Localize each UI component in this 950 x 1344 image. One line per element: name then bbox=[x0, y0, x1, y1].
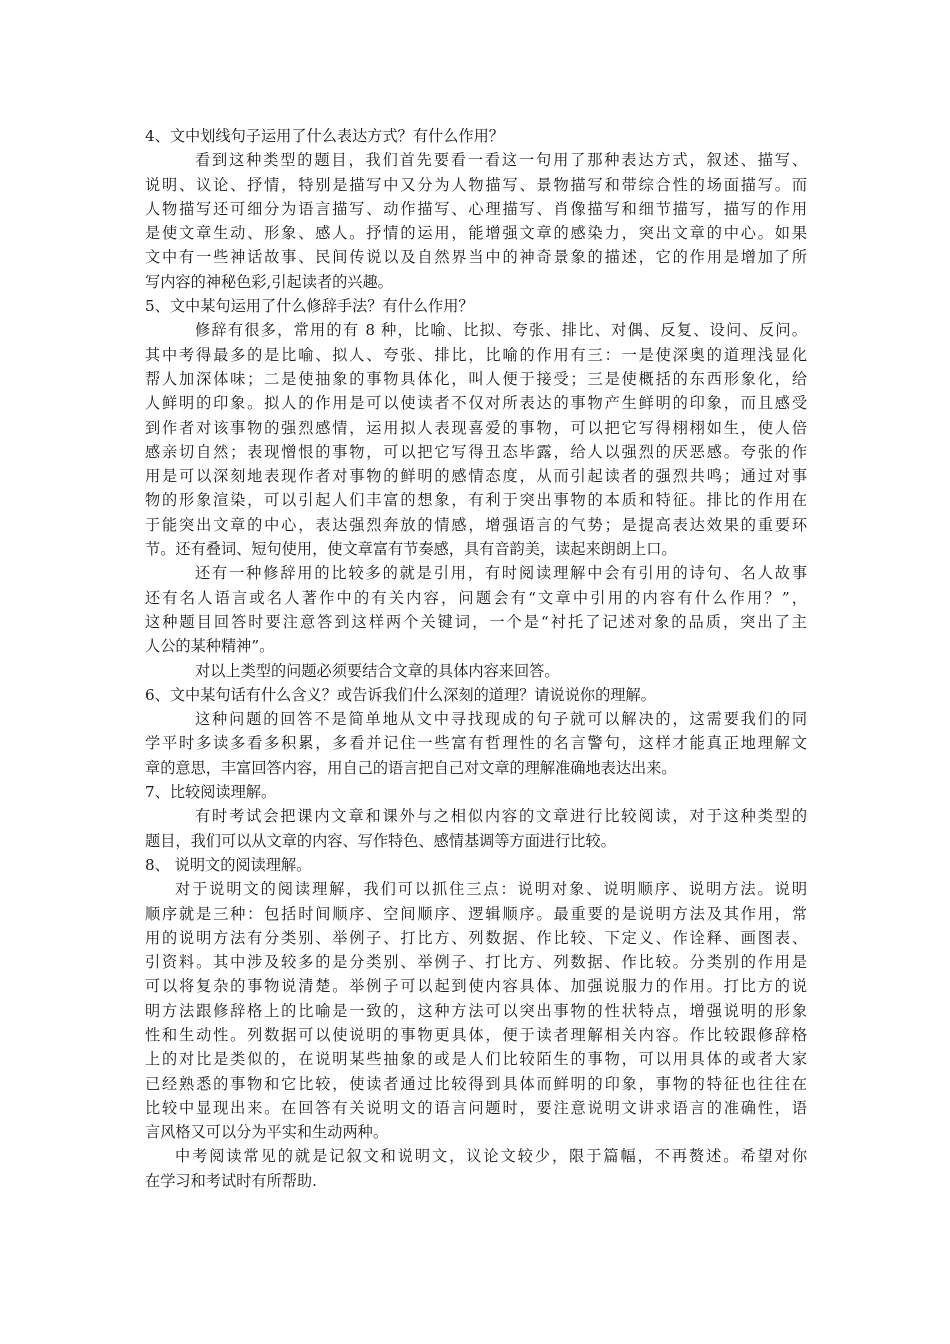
paragraph-line: 性和生动性。列数据可以使说明的事物更具体，便于读者理解相关内容。作比较跟修辞格 bbox=[145, 1025, 807, 1044]
paragraph-line: 文中有一些神话故事、民间传说以及自然界当中的神奇景象的描述，它的作用是增加了所 bbox=[145, 248, 807, 267]
paragraph-line: 人鲜明的印象。拟人的作用是可以使读者不仅对所表达的事物产生鲜明的印象，而且感受 bbox=[145, 394, 807, 413]
paragraph bbox=[145, 707, 807, 780]
section-heading: 8、 说明文的阅读理解。 bbox=[145, 855, 312, 874]
paragraph-line: 物的形象渲染，可以引起人们丰富的想象，有利于突出事物的本质和特征。排比的作用在 bbox=[145, 491, 807, 510]
section-heading: 4、文中划线句子运用了什么表达方式？有什么作用？ bbox=[145, 127, 504, 145]
paragraph-line: 上的对比是类似的，在说明某些抽象的或是人们比较陌生的事物，可以用具体的或者大家 bbox=[145, 1050, 807, 1069]
paragraph-line: 人公的某种精神”。 bbox=[145, 637, 275, 656]
paragraph-line: 章的意思，丰富回答内容，用自己的语言把自己对文章的理解准确地表达出来。 bbox=[145, 758, 677, 777]
paragraph-line: 于能突出文章的中心，表达强烈奔放的情感，增强语言的气势；是提高表达效果的重要环 bbox=[145, 515, 807, 534]
paragraph-line: 帮人加深体味；二是使抽象的事物具体化，叫人便于接受；三是使概括的东西形象化，给 bbox=[145, 369, 807, 388]
paragraph-line: 节。还有叠词、短句使用，使文章富有节奏感，具有音韵美，读起来朗朗上口。 bbox=[145, 540, 677, 559]
section-heading: 7、比较阅读理解。 bbox=[145, 783, 277, 802]
paragraph-line: 这种题目回答时要注意答到这样两个关键词，一个是“衬托了记述对象的品质，突出了主 bbox=[145, 612, 807, 631]
section-heading: 5、文中某句运用了什么修辞手法？有什么作用？ bbox=[145, 297, 474, 316]
paragraph bbox=[145, 659, 807, 683]
document-body bbox=[145, 124, 807, 1193]
paragraph-line: 其中考得最多的是比喻、拟人、夸张、排比，比喻的作用有三：一是使深奥的道理浅显化 bbox=[145, 345, 807, 364]
paragraph-line: 引资料。其中涉及较多的是分类别、举例子、打比方、列数据、作比较。分类别的作用是 bbox=[145, 953, 807, 972]
paragraph-line: 还有名人语言或名人著作中的有关内容，问题会有“文章中引用的内容有什么作用？”， bbox=[145, 588, 807, 607]
paragraph-line: 已经熟悉的事物和它比较，使读者通过比较得到具体而鲜明的印象，事物的特征也往往在 bbox=[145, 1074, 807, 1093]
paragraph-line: 对于说明文的阅读理解，我们可以抓住三点：说明对象、说明顺序、说明方法。说明 bbox=[175, 880, 807, 899]
section-heading: 6、文中某句话有什么含义？或告诉我们什么深刻的道理？请说说你的理解。 bbox=[145, 685, 656, 704]
section-s7 bbox=[145, 780, 807, 853]
paragraph-line: 言风格又可以分为平实和生动两种。 bbox=[145, 1123, 388, 1142]
paragraph-line: 明方法跟修辞格上的比喻是一致的，这种方法可以突出事物的性状特点，增强说明的形象 bbox=[145, 1001, 807, 1020]
paragraph bbox=[145, 148, 807, 294]
paragraph-line: 在学习和考试时有所帮助. bbox=[145, 1171, 317, 1190]
paragraph-line: 题目，我们可以从文章的内容、写作特色、感情基调等方面进行比较。 bbox=[145, 831, 616, 850]
paragraph-line: 用的说明方法有分类别、举例子、打比方、列数据、作比较、下定义、作诠释、画图表、 bbox=[145, 928, 807, 947]
paragraph-line: 顺序就是三种：包括时间顺序、空间顺序、逻辑顺序。最重要的是说明方法及其作用，常 bbox=[145, 904, 807, 923]
paragraph-line: 学平时多读多看多积累，多看并记住一些富有哲理性的名言警句，这样才能真正地理解文 bbox=[145, 734, 807, 753]
section-s5 bbox=[145, 294, 807, 683]
paragraph-line: 比较中显现出来。在回答有关说明文的语言问题时，要注意说明文讲求语言的准确性，语 bbox=[145, 1098, 807, 1117]
paragraph-line: 对以上类型的问题必须要结合文章的具体内容来回答。 bbox=[195, 661, 560, 680]
section-s6 bbox=[145, 683, 807, 780]
paragraph-line: 有时考试会把课内文章和课外与之相似内容的文章进行比较阅读，对于这种类型的 bbox=[195, 807, 807, 826]
paragraph bbox=[145, 1144, 807, 1193]
paragraph bbox=[145, 804, 807, 853]
paragraph-line: 这种问题的回答不是简单地从文中寻找现成的句子就可以解决的，这需要我们的同 bbox=[195, 710, 807, 729]
paragraph-line: 是使文章生动、形象、感人。抒情的运用，能增强文章的感染力，突出文章的中心。如果 bbox=[145, 224, 807, 243]
paragraph bbox=[145, 877, 807, 1144]
paragraph-line: 看到这种类型的题目，我们首先要看一看这一句用了那种表达方式，叙述、描写、 bbox=[195, 151, 807, 170]
paragraph-line: 用是可以深刻地表现作者对事物的鲜明的感情态度，从而引起读者的强烈共鸣；通过对事 bbox=[145, 467, 807, 486]
section-s4 bbox=[145, 124, 807, 294]
paragraph-line: 可以将复杂的事物说清楚。举例子可以起到使内容具体、加强说服力的作用。打比方的说 bbox=[145, 977, 807, 996]
paragraph-line: 中考阅读常见的就是记叙文和说明文，议论文较少，限于篇幅，不再赘述。希望对你 bbox=[175, 1147, 807, 1166]
paragraph-line: 修辞有很多，常用的有 8 种，比喻、比拟、夸张、排比、对偶、反复、设问、反问。 bbox=[195, 321, 807, 340]
paragraph-line: 感亲切自然；表现憎恨的事物，可以把它写得丑态毕露，给人以强烈的厌恶感。夸张的作 bbox=[145, 442, 807, 461]
paragraph-line: 写内容的神秘色彩,引起读者的兴趣。 bbox=[145, 272, 393, 291]
paragraph-line: 到作者对该事物的强烈感情，运用拟人表现喜爱的事物，可以把它写得栩栩如生，使人倍 bbox=[145, 418, 807, 437]
paragraph-line: 还有一种修辞用的比较多的就是引用，有时阅读理解中会有引用的诗句、名人故事 bbox=[195, 564, 807, 583]
paragraph bbox=[145, 561, 807, 658]
paragraph bbox=[145, 318, 807, 561]
paragraph-line: 人物描写还可细分为语言描写、动作描写、心理描写、肖像描写和细节描写，描写的作用 bbox=[145, 199, 807, 218]
section-s8 bbox=[145, 853, 807, 1193]
paragraph-line: 说明、议论、抒情，特别是描写中又分为人物描写、景物描写和带综合性的场面描写。而 bbox=[145, 175, 807, 194]
